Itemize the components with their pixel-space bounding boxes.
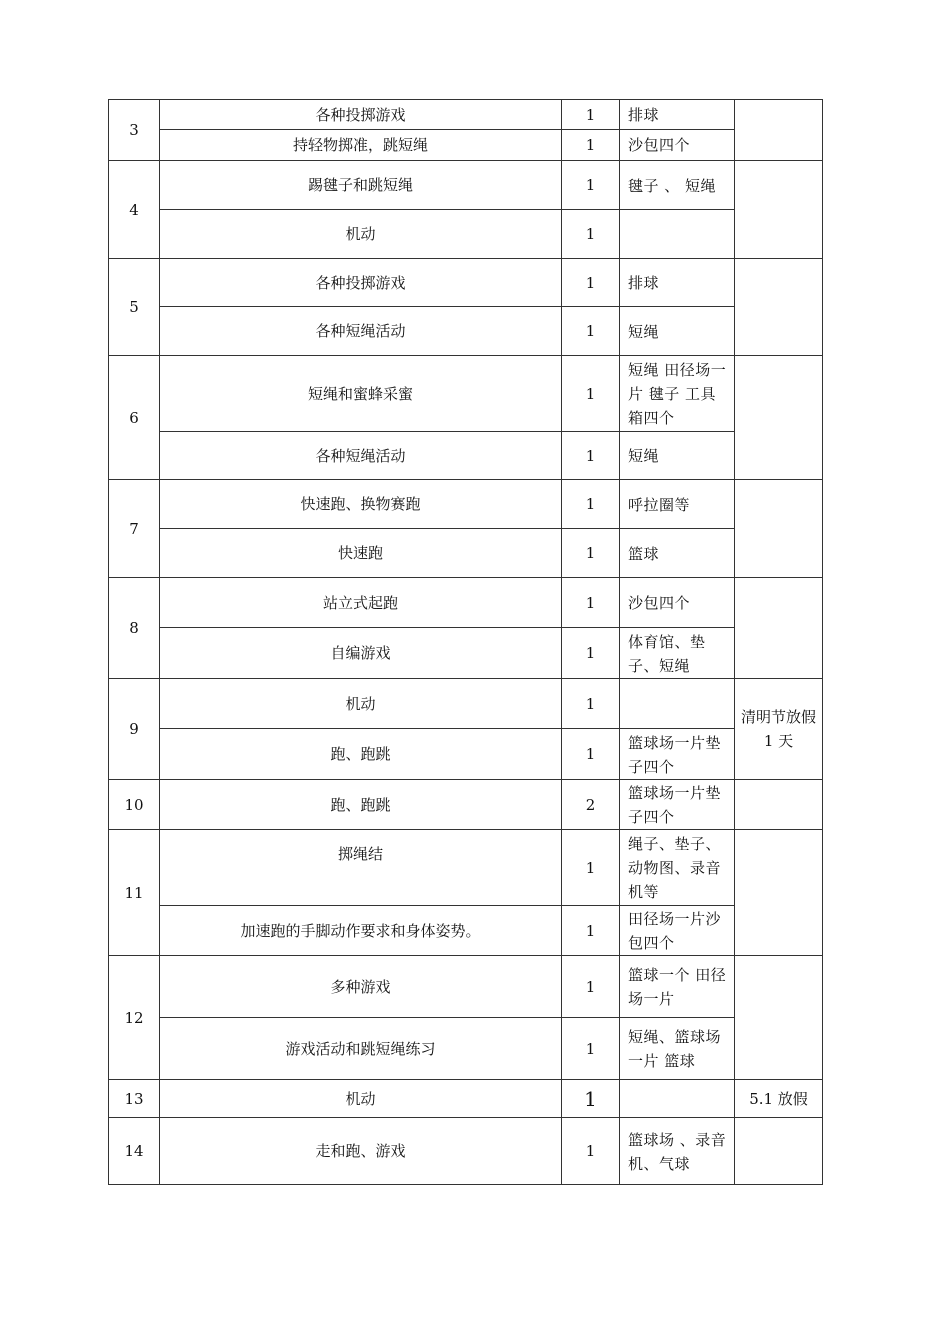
lesson-hours: 1 <box>562 956 620 1018</box>
lesson-content: 掷绳结 <box>160 830 562 906</box>
lesson-content: 持轻物掷准，跳短绳 <box>160 130 562 161</box>
week-number: 12 <box>109 956 160 1080</box>
lesson-equipment: 短绳 <box>620 307 735 356</box>
table-row <box>109 1018 823 1080</box>
lesson-equipment: 短绳 <box>620 432 735 480</box>
lesson-content: 跑、跑跳 <box>160 729 562 780</box>
lesson-hours: 1 <box>562 529 620 578</box>
lesson-hours: 1 <box>562 1080 620 1118</box>
lesson-equipment: 短绳、篮球场一片 篮球 <box>620 1018 735 1080</box>
table-row <box>109 830 823 906</box>
week-number: 11 <box>109 830 160 956</box>
week-number: 5 <box>109 259 160 356</box>
lesson-content: 游戏活动和跳短绳练习 <box>160 1018 562 1080</box>
lesson-content: 短绳和蜜蜂采蜜 <box>160 356 562 432</box>
lesson-equipment: 沙包四个 <box>620 578 735 628</box>
table-row <box>109 100 823 130</box>
lesson-hours: 1 <box>562 679 620 729</box>
lesson-equipment: 沙包四个 <box>620 130 735 161</box>
table-row <box>109 1080 823 1118</box>
lesson-hours: 1 <box>562 356 620 432</box>
lesson-equipment: 绳子、垫子、动物图、录音机等 <box>620 830 735 906</box>
lesson-content: 各种投掷游戏 <box>160 259 562 307</box>
table-row <box>109 780 823 830</box>
lesson-hours: 1 <box>562 130 620 161</box>
lesson-equipment: 篮球 <box>620 529 735 578</box>
lesson-content: 站立式起跑 <box>160 578 562 628</box>
table-row <box>109 1118 823 1185</box>
lesson-content: 各种短绳活动 <box>160 307 562 356</box>
week-remark <box>735 1118 823 1185</box>
week-remark <box>735 480 823 578</box>
week-number: 4 <box>109 161 160 259</box>
week-remark <box>735 161 823 259</box>
table-row <box>109 307 823 356</box>
table-row <box>109 356 823 432</box>
table-row <box>109 628 823 679</box>
week-remark <box>735 100 823 161</box>
table-row <box>109 259 823 307</box>
week-remark: 清明节放假 1 天 <box>735 679 823 780</box>
lesson-equipment <box>620 1080 735 1118</box>
table-row <box>109 161 823 210</box>
week-remark: 5.1 放假 <box>735 1080 823 1118</box>
lesson-equipment: 排球 <box>620 100 735 130</box>
week-number: 14 <box>109 1118 160 1185</box>
lesson-equipment: 呼拉圈等 <box>620 480 735 529</box>
week-number: 10 <box>109 780 160 830</box>
lesson-hours: 2 <box>562 780 620 830</box>
lesson-content: 多种游戏 <box>160 956 562 1018</box>
lesson-hours: 1 <box>562 1118 620 1185</box>
week-remark <box>735 780 823 830</box>
lesson-hours: 1 <box>562 161 620 210</box>
lesson-content: 快速跑 <box>160 529 562 578</box>
week-remark <box>735 956 823 1080</box>
table-row <box>109 906 823 956</box>
lesson-equipment: 篮球场一片垫子四个 <box>620 780 735 830</box>
lesson-hours: 1 <box>562 210 620 259</box>
lesson-content: 踢毽子和跳短绳 <box>160 161 562 210</box>
lesson-hours: 1 <box>562 578 620 628</box>
lesson-hours: 1 <box>562 432 620 480</box>
table-row <box>109 210 823 259</box>
week-remark <box>735 356 823 480</box>
week-number: 3 <box>109 100 160 161</box>
week-remark <box>735 830 823 956</box>
lesson-equipment: 毽子 、 短绳 <box>620 161 735 210</box>
week-remark <box>735 259 823 356</box>
lesson-hours: 1 <box>562 830 620 906</box>
lesson-hours: 1 <box>562 259 620 307</box>
table-row <box>109 679 823 729</box>
lesson-hours: 1 <box>562 307 620 356</box>
week-number: 7 <box>109 480 160 578</box>
lesson-equipment: 田径场一片沙包四个 <box>620 906 735 956</box>
lesson-content: 跑、跑跳 <box>160 780 562 830</box>
teaching-plan-table <box>108 99 823 1185</box>
lesson-hours: 1 <box>562 1018 620 1080</box>
lesson-hours: 1 <box>562 480 620 529</box>
lesson-hours: 1 <box>562 100 620 130</box>
lesson-hours: 1 <box>562 906 620 956</box>
lesson-content: 各种短绳活动 <box>160 432 562 480</box>
table-row <box>109 130 823 161</box>
lesson-content: 各种投掷游戏 <box>160 100 562 130</box>
lesson-hours: 1 <box>562 628 620 679</box>
table-row <box>109 956 823 1018</box>
table-row <box>109 480 823 529</box>
table-row <box>109 529 823 578</box>
lesson-content: 加速跑的手脚动作要求和身体姿势。 <box>160 906 562 956</box>
lesson-hours: 1 <box>562 729 620 780</box>
week-remark <box>735 578 823 679</box>
week-number: 9 <box>109 679 160 780</box>
lesson-equipment <box>620 679 735 729</box>
lesson-equipment: 排球 <box>620 259 735 307</box>
lesson-equipment: 体育馆、垫子、短绳 <box>620 628 735 679</box>
lesson-equipment <box>620 210 735 259</box>
lesson-content: 机动 <box>160 210 562 259</box>
lesson-equipment: 篮球一个 田径场一片 <box>620 956 735 1018</box>
lesson-content: 机动 <box>160 679 562 729</box>
lesson-content: 机动 <box>160 1080 562 1118</box>
week-number: 8 <box>109 578 160 679</box>
lesson-content: 自编游戏 <box>160 628 562 679</box>
week-number: 6 <box>109 356 160 480</box>
lesson-equipment: 篮球场一片垫子四个 <box>620 729 735 780</box>
lesson-equipment: 篮球场 、录音机、气球 <box>620 1118 735 1185</box>
week-number: 13 <box>109 1080 160 1118</box>
lesson-equipment: 短绳 田径场一片 毽子 工具箱四个 <box>620 356 735 432</box>
lesson-content: 快速跑、换物赛跑 <box>160 480 562 529</box>
table-row <box>109 432 823 480</box>
table-row <box>109 729 823 780</box>
lesson-content: 走和跑、游戏 <box>160 1118 562 1185</box>
table-row <box>109 578 823 628</box>
